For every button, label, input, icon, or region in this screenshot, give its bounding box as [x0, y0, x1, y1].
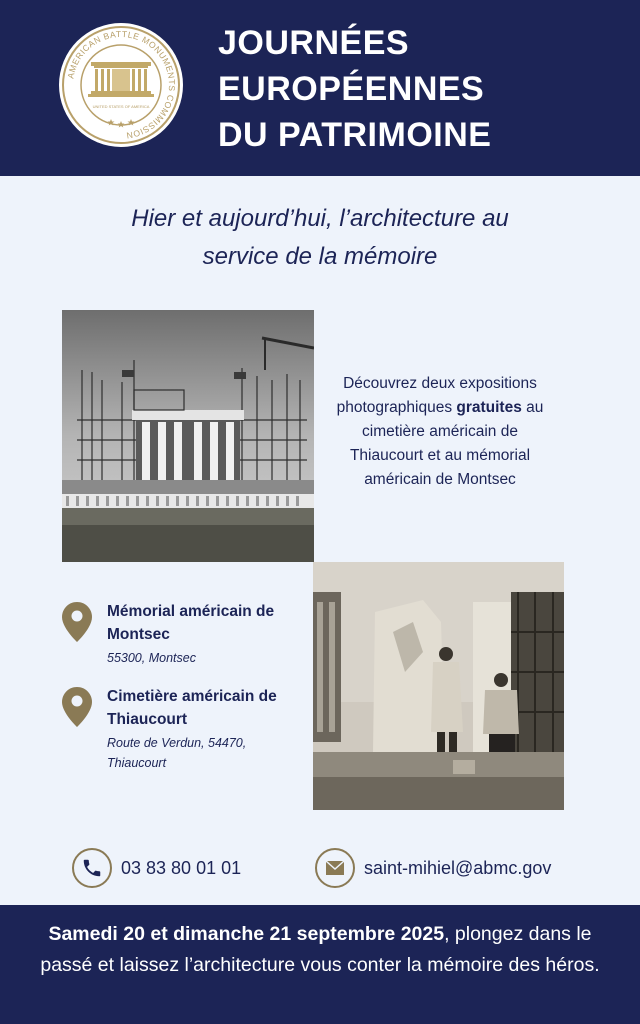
subtitle-line: service de la mémoire [202, 243, 438, 270]
location-thiaucourt [62, 685, 302, 773]
email-contact[interactable] [315, 848, 551, 888]
event-title-line: EUROPÉENNES [218, 70, 485, 108]
subtitle [60, 200, 580, 276]
exhibition-description [326, 372, 554, 492]
event-title [218, 20, 491, 158]
location-name: Mémorial américain de Montsec [107, 603, 275, 643]
event-dates: Samedi 20 et dimanche 21 septembre 2025 [48, 923, 445, 945]
location-montsec [62, 600, 302, 668]
location-name: Cimetière américain de Thiaucourt [107, 688, 277, 728]
event-title-line: JOURNÉES [218, 24, 410, 62]
phone-icon [72, 848, 112, 888]
exhibition-description-text: au cimetière américain de Thiaucourt et au mémorial américain de Montsec [349, 399, 544, 488]
abmc-seal-logo [58, 22, 184, 148]
location-address: 55300, Montsec [107, 651, 196, 665]
event-title-line: DU PATRIMOINE [218, 116, 492, 154]
construction-photo-sculptors [313, 562, 564, 810]
map-pin-icon [62, 687, 92, 727]
mail-icon [315, 848, 355, 888]
phone-contact[interactable] [72, 848, 241, 888]
free-highlight: gratuites [456, 399, 522, 416]
footer-tagline: , plongez dans le passé et laissez l’architecture vous conter la mémoire des héros. [40, 923, 600, 976]
svg-text:AMERICAN BATTLE MONUMENTS COMM: AMERICAN BATTLE MONUMENTS COMMISSION [65, 28, 178, 141]
exhibition-description-text: Découvrez deux expositions photographiques [336, 375, 537, 416]
email-address[interactable]: saint-mihiel@abmc.gov [364, 857, 552, 878]
svg-text:UNITED STATES OF AMERICA: UNITED STATES OF AMERICA [92, 104, 150, 109]
phone-number[interactable]: 03 83 80 01 01 [121, 857, 242, 878]
location-address: Route de Verdun, 54470, Thiaucourt [107, 736, 247, 770]
footer-banner [0, 905, 640, 1024]
header-banner [0, 0, 640, 176]
construction-photo-monument [62, 310, 314, 562]
subtitle-line: Hier et aujourd’hui, l’architecture au [131, 205, 509, 232]
map-pin-icon [62, 602, 92, 642]
